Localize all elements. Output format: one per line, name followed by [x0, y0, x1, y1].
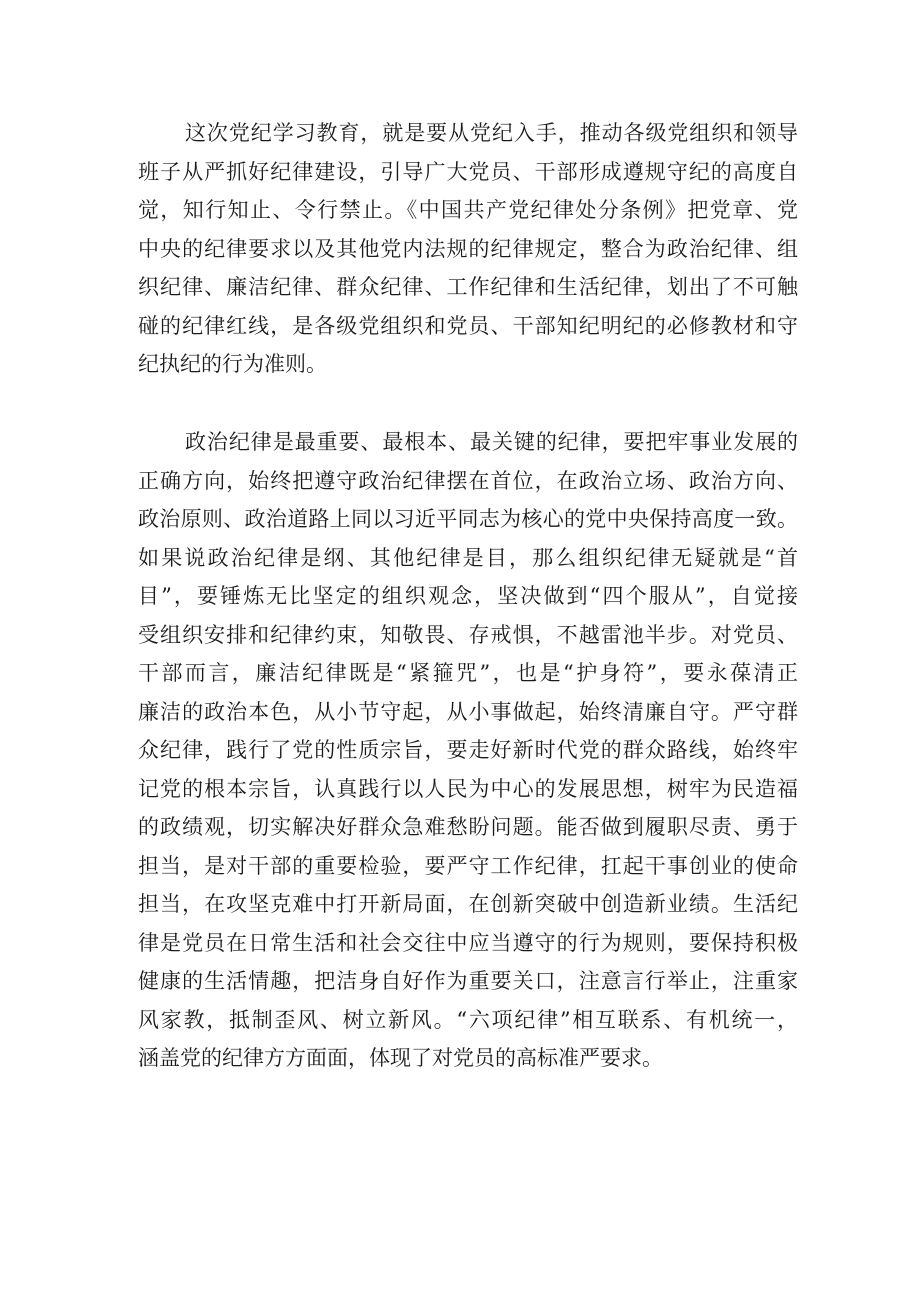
paragraph-six-disciplines — [138, 423, 798, 1078]
text-line: 担当，在攻坚克难中打开新局面，在创新突破中创造新业绩。生活纪 — [138, 892, 798, 916]
text-line: 目”，要锤炼无比坚定的组织观念，坚决做到“四个服从”，自觉接 — [138, 584, 798, 608]
text-line: 如果说政治纪律是纲、其他纪律是目，那么组织纪律无疑就是“首 — [138, 545, 798, 570]
text-line: 受组织安排和纪律约束，知敬畏、存戒惧，不越雷池半步。对党员、 — [138, 622, 798, 647]
text-line: 廉洁的政治本色，从小节守起，从小事做起，始终清廉自守。严守群 — [138, 699, 798, 724]
text-line: 正确方向，始终把遵守政治纪律摆在首位，在政治立场、政治方向、 — [138, 468, 798, 493]
text-line: 织纪律、廉洁纪律、群众纪律、工作纪律和生活纪律，划出了不可触 — [138, 275, 798, 299]
text-line: 风家教，抵制歪风、树立新风。“六项纪律”相互联系、有机统一， — [138, 1007, 798, 1032]
text-line: 觉，知行知止、令行禁止。《中国共产党纪律处分条例》把党章、党 — [138, 198, 798, 222]
text-line: 健康的生活情趣，把洁身自好作为重要关口，注意言行举止，注重家 — [138, 969, 798, 993]
text-line: 这次党纪学习教育，就是要从党纪入手，推动各级党组织和领导 — [185, 121, 798, 145]
text-line: 政治纪律是最重要、最根本、最关键的纪律，要把牢事业发展的 — [185, 430, 798, 454]
text-line: 记党的根本宗旨，认真践行以人民为中心的发展思想，树牢为民造福 — [138, 776, 798, 801]
text-line: 担当，是对干部的重要检验，要严守工作纪律，扛起干事创业的使命 — [138, 853, 798, 878]
text-line: 的政绩观，切实解决好群众急难愁盼问题。能否做到履职尽责、勇于 — [138, 815, 798, 839]
paragraph-party-discipline-education — [138, 114, 798, 384]
text-line: 律是党员在日常生活和社会交往中应当遵守的行为规则，要保持积极 — [138, 930, 798, 955]
text-line: 中央的纪律要求以及其他党内法规的纪律规定，整合为政治纪律、组 — [138, 236, 798, 261]
text-line: 涵盖党的纪律方方面面，体现了对党员的高标准严要求。 — [138, 1046, 663, 1070]
text-line: 众纪律，践行了党的性质宗旨，要走好新时代党的群众路线，始终牢 — [138, 738, 798, 762]
text-line: 碰的纪律红线，是各级党组织和党员、干部知纪明纪的必修教材和守 — [138, 313, 798, 338]
text-line: 纪执纪的行为准则。 — [138, 352, 327, 376]
text-line: 政治原则、政治道路上同以习近平同志为核心的党中央保持高度一致。 — [138, 507, 798, 531]
text-line: 班子从严抓好纪律建设，引导广大党员、干部形成遵规守纪的高度自 — [138, 159, 798, 184]
text-line: 干部而言，廉洁纪律既是“紧箍咒”，也是“护身符”，要永葆清正 — [138, 661, 798, 685]
